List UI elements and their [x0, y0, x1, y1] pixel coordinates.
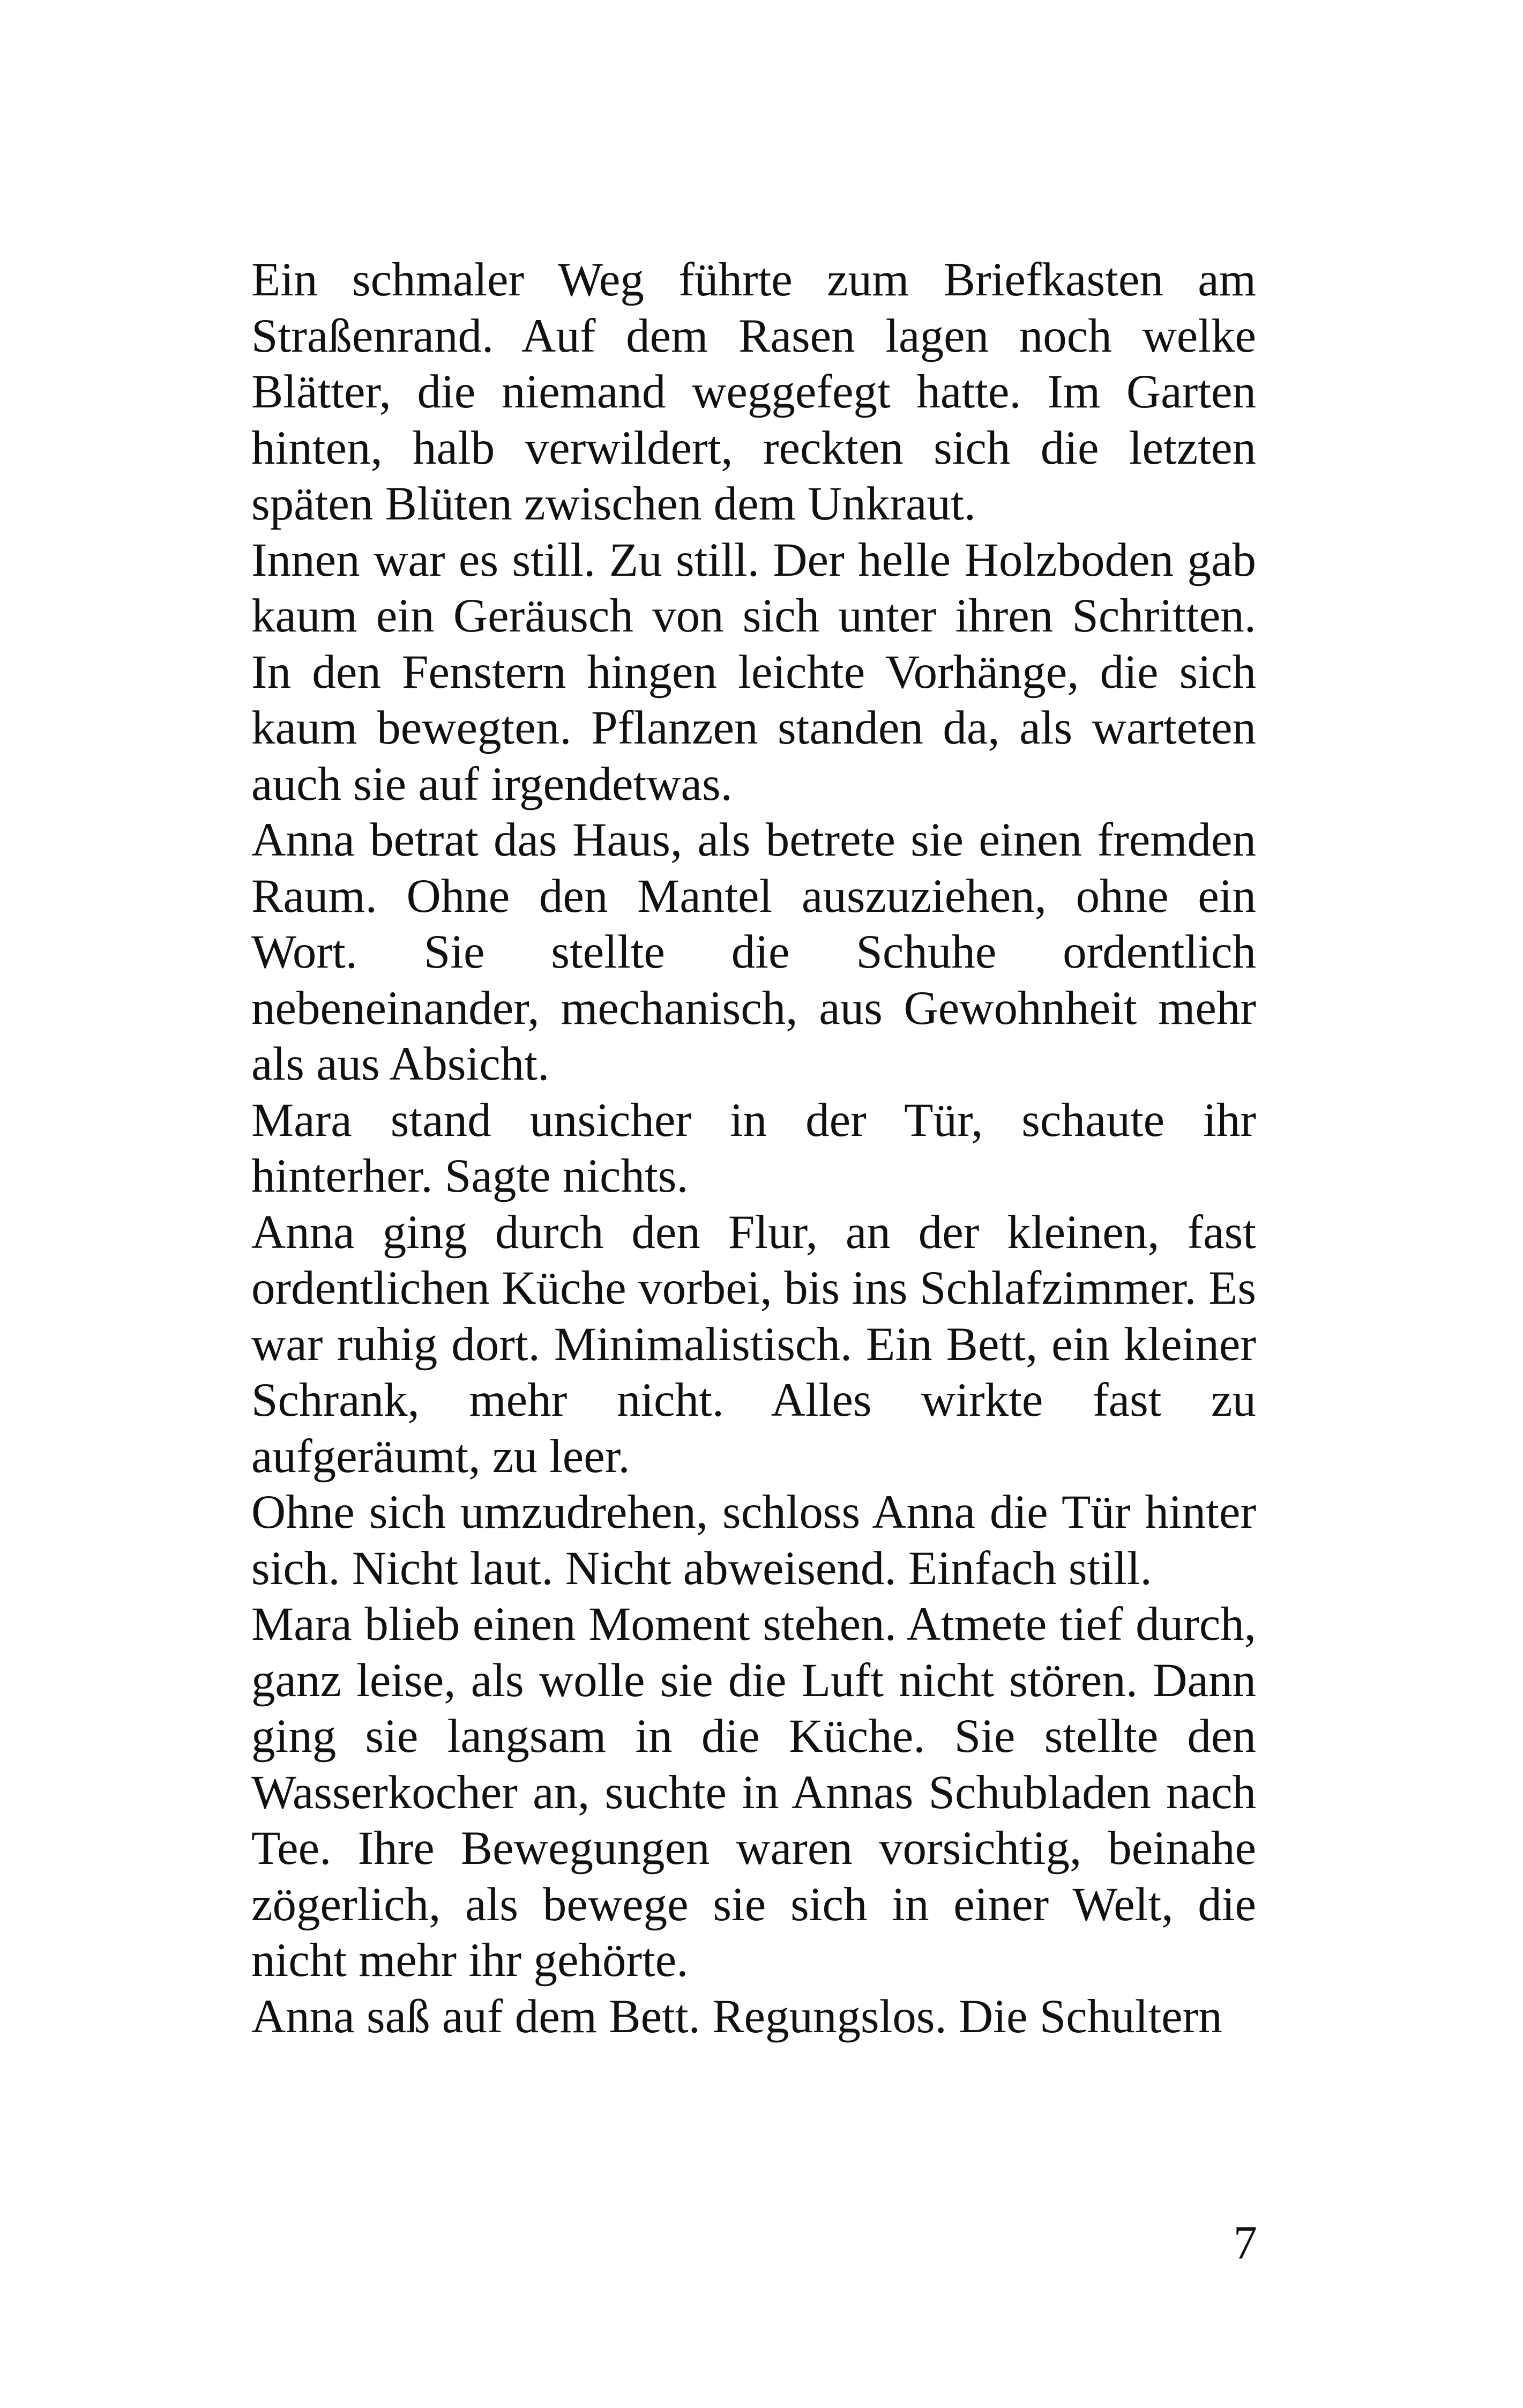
paragraph-3: Anna betrat das Haus, als betrete sie einen fremden Raum. Ohne den Mantel auszuziehen, ohne ein Wort. Sie stellte die Schuhe ordentlich nebeneinander, mechanisch, aus Gewohnheit mehr als aus Absicht.: [251, 814, 1256, 1090]
page-number: 7: [1233, 2217, 1257, 2269]
paragraph-2: Innen war es still. Zu still. Der helle Holzboden gab kaum ein Geräusch von sich unter ihren Schritten. In den Fenstern hingen leichte Vorhänge, die sich kaum bewegten. Pflanzen standen da, als warteten auch sie auf irgendetwas.: [251, 533, 1256, 811]
body-text: [251, 252, 1256, 2045]
paragraph-8: Anna saß auf dem Bett. Regungslos. Die Schultern: [251, 1990, 1222, 2043]
paragraph-4: Mara stand unsicher in der Tür, schaute ihr hinterher. Sagte nichts.: [251, 1094, 1256, 1202]
paragraph-1: Ein schmaler Weg führte zum Briefkasten am Straßenrand. Auf dem Rasen lagen noch welke Blätter, die niemand weggefegt hatte. Im Garten hinten, halb verwildert, reckten sich die letzten späten Blüten zwischen dem Unkraut.: [251, 254, 1256, 530]
paragraph-7: Mara blieb einen Moment stehen. Atmete tief durch, ganz leise, als wolle sie die Luft nicht stören. Dann ging sie langsam in die Küche. Sie stellte den Wasserkocher an, suchte in Annas Schubladen nach Tee. Ihre Bewegungen waren vorsichtig, beinahe zögerlich, als bewege sie sich in einer Welt, die nicht mehr ihr gehörte.: [251, 1598, 1256, 1987]
paragraph-6: Ohne sich umzudrehen, schloss Anna die Tür hinter sich. Nicht laut. Nicht abweisend. Einfach still.: [251, 1486, 1256, 1595]
paragraph-5: Anna ging durch den Flur, an der kleinen, fast ordentlichen Küche vorbei, bis ins Schlafzimmer. Es war ruhig dort. Minimalistisch. Ein Bett, ein kleiner Schrank, mehr nicht. Alles wirkte fast zu aufgeräumt, zu leer.: [251, 1206, 1256, 1483]
